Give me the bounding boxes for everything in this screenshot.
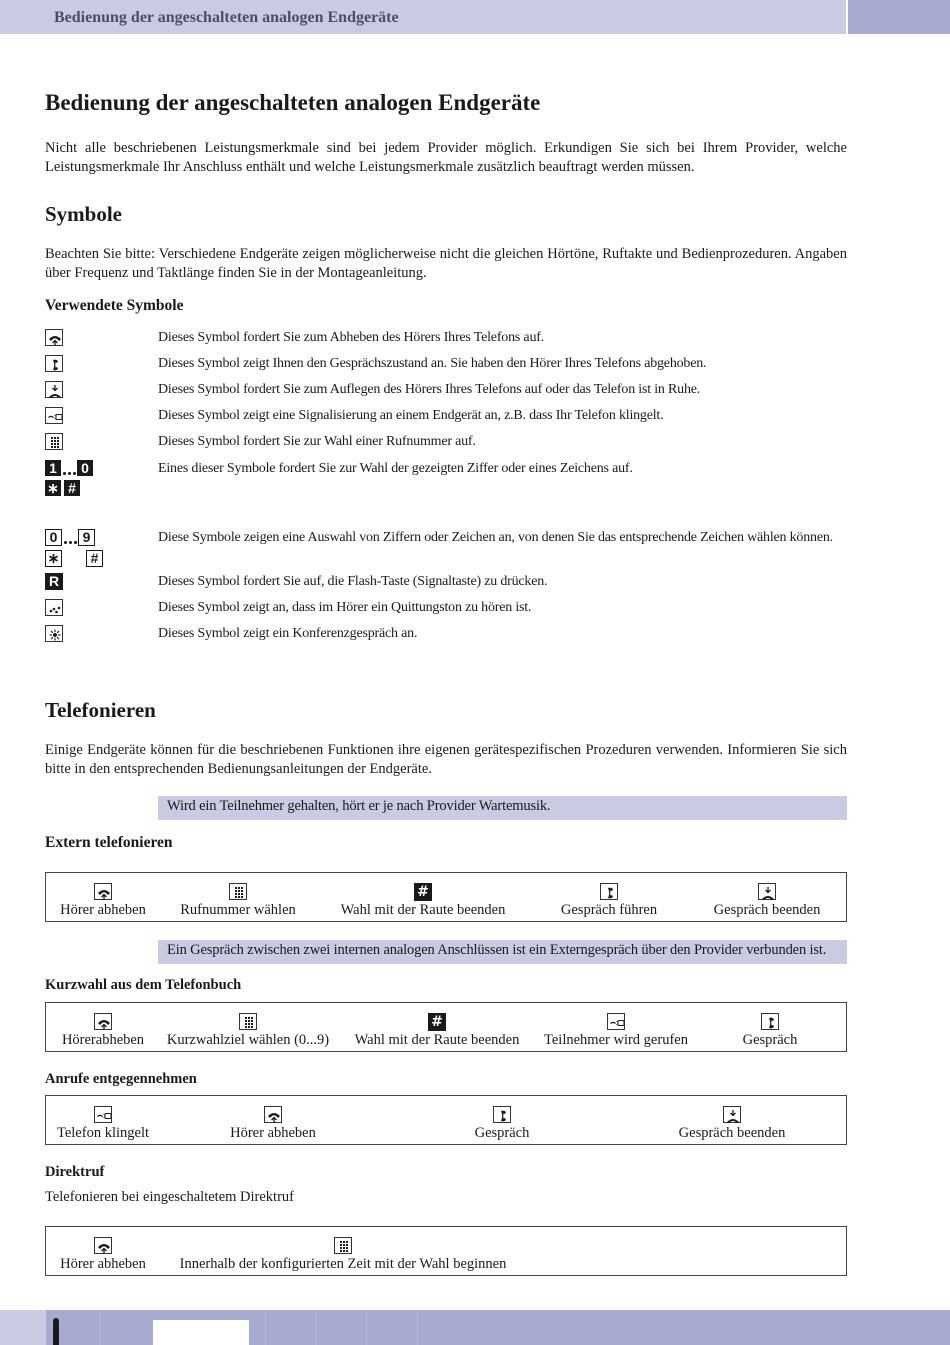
procedure-kurzwahl bbox=[45, 1002, 847, 1052]
footer-divider bbox=[366, 1310, 367, 1345]
subheading-kurzwahl: Kurzwahl aus dem Telefonbuch bbox=[45, 977, 242, 993]
step-label: Gespräch bbox=[742, 1032, 798, 1048]
procedure-step bbox=[46, 873, 160, 921]
symbol-description: Dieses Symbol fordert Sie zum Abheben des Hörers Ihres Telefons auf. bbox=[158, 330, 545, 345]
keypad-icon bbox=[45, 433, 63, 450]
subheading-extern-telefonieren: Extern telefonieren bbox=[45, 834, 173, 851]
section-heading-symbole: Symbole bbox=[45, 202, 123, 226]
ellipsis-dots bbox=[62, 529, 78, 545]
procedure-step bbox=[46, 1003, 160, 1051]
symbole-paragraph: Beachten Sie bitte: Verschiedene Endgeräte zeigen möglicherweise nicht die gleichen Hörtöne, Ruftakte und Bedienprozeduren. Angaben über Frequenz und Taktlänge finden Sie in der Montageanleitung. bbox=[45, 246, 847, 281]
header-band-accent bbox=[848, 0, 950, 34]
symbol-description: Diese Symbole zeigen eine Auswahl von Ziffern oder Zeichen an, von denen Sie das entsprechende Zeichen wählen können. bbox=[158, 530, 833, 545]
procedure-step bbox=[386, 1096, 618, 1144]
ringing-icon bbox=[607, 1013, 625, 1030]
procedure-extern bbox=[45, 872, 847, 922]
procedure-step bbox=[160, 873, 316, 921]
digit-keys-dark-icon bbox=[45, 460, 105, 498]
keypad-icon bbox=[334, 1237, 352, 1254]
handset-lift-icon bbox=[94, 1237, 112, 1254]
procedure-step bbox=[160, 1227, 526, 1275]
procedure-step bbox=[530, 873, 688, 921]
ack-tone-icon bbox=[45, 599, 63, 616]
step-label: Hörerabheben bbox=[61, 1032, 145, 1048]
procedure-anrufe bbox=[45, 1095, 847, 1145]
step-label: Rufnummer wählen bbox=[180, 902, 296, 918]
ringing-icon bbox=[94, 1106, 112, 1123]
hash-key-icon: # bbox=[428, 1013, 446, 1031]
step-label: Gespräch beenden bbox=[678, 1125, 786, 1141]
note-box: Ein Gespräch zwischen zwei internen analogen Anschlüssen ist ein Externgespräch über den Provider verbunden ist. bbox=[158, 940, 847, 964]
symbol-description: Dieses Symbol fordert Sie zur Wahl einer Rufnummer auf. bbox=[158, 434, 476, 449]
procedure-step bbox=[336, 1003, 538, 1051]
note-box: Wird ein Teilnehmer gehalten, hört er je nach Provider Wartemusik. bbox=[158, 796, 847, 820]
keypad-icon bbox=[239, 1013, 257, 1030]
symbol-row bbox=[45, 599, 847, 621]
procedure-step bbox=[160, 1096, 386, 1144]
intro-paragraph: Nicht alle beschriebenen Leistungsmerkmale sind bei jedem Provider möglich. Erkundigen Sie sich bei Ihrem Provider, welche Leistungsmerkmale Ihr Anschluss enthält und welche Leistungsmerkmale zusätzlich beauftragt werden müssen. bbox=[45, 140, 847, 175]
key-star: ∗ bbox=[45, 480, 61, 496]
footer-page-box bbox=[153, 1320, 249, 1345]
conference-icon bbox=[45, 625, 63, 642]
subheading-direktruf: Direktruf bbox=[45, 1164, 105, 1180]
key-star: ∗ bbox=[45, 550, 62, 567]
footer-band bbox=[0, 1310, 950, 1345]
section-heading-telefonieren: Telefonieren bbox=[45, 698, 156, 722]
step-label: Hörer abheben bbox=[230, 1125, 316, 1141]
key-hash: # bbox=[64, 480, 80, 496]
symbol-row bbox=[45, 407, 847, 429]
step-label: Telefon klingelt bbox=[57, 1125, 149, 1141]
step-label: Kurzwahlziel wählen (0...9) bbox=[166, 1032, 330, 1048]
procedure-step bbox=[538, 1003, 694, 1051]
step-label: Wahl mit der Raute beenden bbox=[354, 1032, 520, 1048]
procedure-step bbox=[46, 1096, 160, 1144]
header-title: Bedienung der angeschalteten analogen Endgeräte bbox=[54, 9, 399, 26]
handset-lift-icon bbox=[45, 329, 63, 346]
footer-divider bbox=[265, 1310, 266, 1345]
digit-keys-light-icon bbox=[45, 529, 105, 568]
symbol-description: Eines dieser Symbole fordert Sie zur Wahl der gezeigten Ziffer oder eines Zeichens auf. bbox=[158, 461, 633, 476]
symbol-description: Dieses Symbol fordert Sie auf, die Flash-Taste (Signaltaste) zu drücken. bbox=[158, 574, 548, 589]
symbol-row bbox=[45, 329, 847, 351]
procedure-step bbox=[618, 1096, 846, 1144]
footer-band-side bbox=[0, 1310, 46, 1345]
handset-hangup-icon bbox=[723, 1106, 741, 1123]
key-0: 0 bbox=[77, 460, 93, 476]
header-band bbox=[0, 0, 846, 34]
handset-talk-icon bbox=[761, 1013, 779, 1030]
procedure-direktruf bbox=[45, 1226, 847, 1276]
symbol-row bbox=[45, 355, 847, 377]
handset-lift-icon bbox=[94, 883, 112, 900]
step-label: Hörer abheben bbox=[60, 902, 146, 918]
handset-talk-icon bbox=[45, 355, 63, 372]
step-label: Wahl mit der Raute beenden bbox=[340, 902, 506, 918]
key-hash: # bbox=[86, 550, 103, 567]
handset-hangup-icon bbox=[758, 883, 776, 900]
symbol-description: Dieses Symbol zeigt Ihnen den Gesprächszustand an. Sie haben den Hörer Ihres Telefons abgehoben. bbox=[158, 356, 707, 371]
key-0: 0 bbox=[45, 529, 62, 546]
handset-lift-icon bbox=[94, 1013, 112, 1030]
symbol-description: Dieses Symbol zeigt ein Konferenzgespräch an. bbox=[158, 626, 418, 641]
step-label: Gespräch beenden bbox=[713, 902, 821, 918]
direktruf-paragraph: Telefonieren bei eingeschaltetem Direktruf bbox=[45, 1189, 294, 1205]
handset-lift-icon bbox=[264, 1106, 282, 1123]
keypad-icon bbox=[229, 883, 247, 900]
handset-talk-icon bbox=[493, 1106, 511, 1123]
procedure-step bbox=[46, 1227, 160, 1275]
footer-marker bbox=[53, 1318, 59, 1345]
ringing-icon bbox=[45, 407, 63, 424]
handset-hangup-icon bbox=[45, 381, 63, 398]
flash-key-icon: R bbox=[45, 573, 63, 590]
procedure-step bbox=[160, 1003, 336, 1051]
key-1: 1 bbox=[45, 460, 61, 476]
symbol-description: Dieses Symbol fordert Sie zum Auflegen des Hörers Ihres Telefons auf oder das Telefon ist in Ruhe. bbox=[158, 382, 701, 397]
subheading-anrufe: Anrufe entgegennehmen bbox=[45, 1071, 197, 1087]
step-label: Teilnehmer wird gerufen bbox=[544, 1032, 688, 1048]
procedure-step bbox=[316, 873, 530, 921]
symbol-description: Dieses Symbol zeigt eine Signalisierung an einem Endgerät an, z.B. dass Ihr Telefon klingelt. bbox=[158, 408, 664, 423]
step-label: Gespräch führen bbox=[560, 902, 658, 918]
telefonieren-paragraph: Einige Endgeräte können für die beschriebenen Funktionen ihre eigenen gerätespezifischen Prozeduren verwenden. Informieren Sie sich bitte in den entsprechenden Bedienungsanleitungen der Endgeräte. bbox=[45, 742, 847, 777]
page-title: Bedienung der angeschalteten analogen Endgeräte bbox=[45, 90, 541, 115]
step-label: Innerhalb der konfigurierten Zeit mit der Wahl beginnen bbox=[179, 1256, 507, 1272]
subheading-verwendete-symbole: Verwendete Symbole bbox=[45, 297, 184, 314]
step-label: Gespräch bbox=[474, 1125, 530, 1141]
symbol-row bbox=[45, 381, 847, 403]
footer-divider bbox=[315, 1310, 316, 1345]
step-label: Hörer abheben bbox=[60, 1256, 146, 1272]
footer-divider bbox=[100, 1310, 101, 1345]
symbol-row bbox=[45, 433, 847, 455]
procedure-step bbox=[688, 873, 846, 921]
key-9: 9 bbox=[78, 529, 95, 546]
footer-divider bbox=[417, 1310, 418, 1345]
symbol-row bbox=[45, 625, 847, 647]
ellipsis-dots bbox=[61, 460, 77, 476]
procedure-step bbox=[694, 1003, 846, 1051]
hash-key-icon: # bbox=[414, 883, 432, 901]
symbol-description: Dieses Symbol zeigt an, dass im Hörer ein Quittungston zu hören ist. bbox=[158, 600, 532, 615]
handset-talk-icon bbox=[600, 883, 618, 900]
